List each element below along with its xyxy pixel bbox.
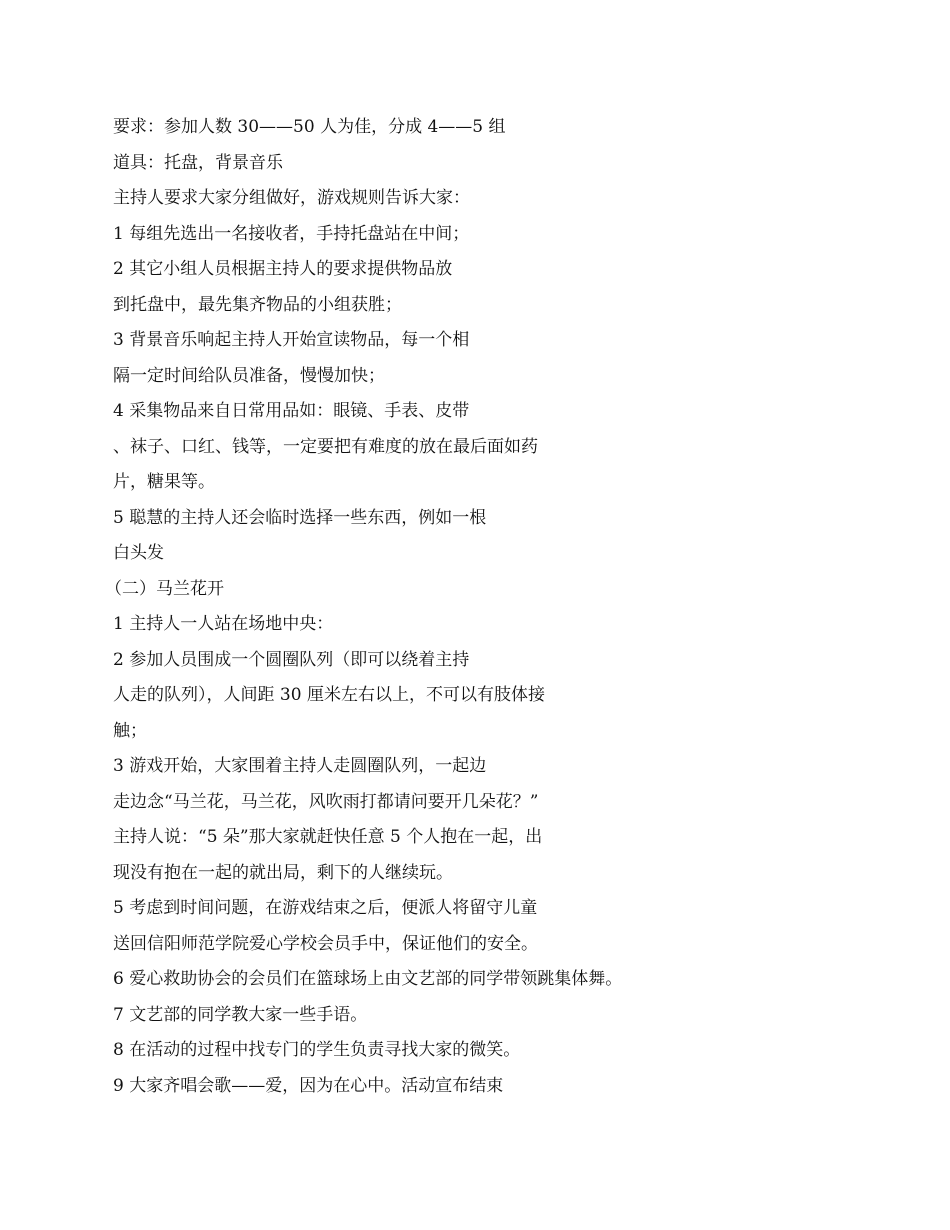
text-line-rule-1: 1 每组先选出一名接收者，手持托盘站在中间；	[113, 223, 470, 244]
text-line-rule-2: 2 其它小组人员根据主持人的要求提供物品放	[113, 259, 453, 279]
text-line-rule-3: 3 背景音乐响起主持人开始宣读物品，每一个相	[113, 330, 470, 350]
text-line-step-9: 9 大家齐唱会歌——爱，因为在心中。活动宣布结束	[113, 1075, 504, 1096]
text-line-step-3-end: 现没有抱在一起的就出局，剩下的人继续玩。	[113, 862, 453, 883]
text-line-step-2: 2 参加人员围成一个圆圈队列（即可以绕着主持	[113, 649, 470, 670]
text-line-step-5: 5 考虑到时间问题，在游戏结束之后，便派人将留守儿童	[113, 898, 538, 918]
text-line-rule-4: 4 采集物品来自日常用品如：眼镜、手表、皮带	[113, 401, 470, 421]
text-line-rule-4-end: 片，糖果等。	[113, 472, 215, 492]
text-line-step-3: 3 游戏开始，大家围着主持人走圆圈队列，一起边	[113, 756, 487, 776]
text-line-step-2-cont: 人走的队列），人间距 30 厘米左右以上，不可以有肢体接	[113, 685, 545, 705]
text-line-rule-2-cont: 到托盘中，最先集齐物品的小组获胜；	[113, 294, 402, 315]
text-line-requirements: 要求：参加人数 30——50 人为佳，分成 4——5 组	[113, 117, 506, 137]
text-line-step-7: 7 文艺部的同学教大家一些手语。	[113, 1004, 368, 1025]
text-line-step-2-end: 触；	[113, 720, 147, 741]
text-line-step-8: 8 在活动的过程中找专门的学生负责寻找大家的微笑。	[113, 1040, 521, 1060]
document-body	[105, 110, 873, 1104]
text-line-step-6: 6 爱心救助协会的会员们在篮球场上由文艺部的同学带领跳集体舞。	[113, 969, 623, 989]
section-heading: （二）马兰花开	[105, 578, 224, 599]
text-line-rule-3-cont: 隔一定时间给队员准备，慢慢加快；	[113, 365, 385, 386]
text-line-props: 道具：托盘，背景音乐	[113, 152, 283, 173]
text-line-step-5-cont: 送回信阳师范学院爱心学校会员手中，保证他们的安全。	[113, 933, 538, 954]
text-line-rule-5: 5 聪慧的主持人还会临时选择一些东西，例如一根	[113, 507, 487, 528]
text-line-step-3-cont: 走边念“马兰花，马兰花，风吹雨打都请问要开几朵花？”	[113, 791, 539, 812]
text-line-step-1: 1 主持人一人站在场地中央：	[113, 614, 334, 634]
text-line-rule-4-cont: 、袜子、口红、钱等，一定要把有难度的放在最后面如药	[113, 436, 538, 457]
text-line-host-intro: 主持人要求大家分组做好，游戏规则告诉大家：	[113, 188, 470, 208]
text-line-step-3-host: 主持人说：“5 朵”那大家就赶快任意 5 个人抱在一起，出	[113, 827, 543, 847]
text-line-rule-5-cont: 白头发	[113, 543, 164, 563]
